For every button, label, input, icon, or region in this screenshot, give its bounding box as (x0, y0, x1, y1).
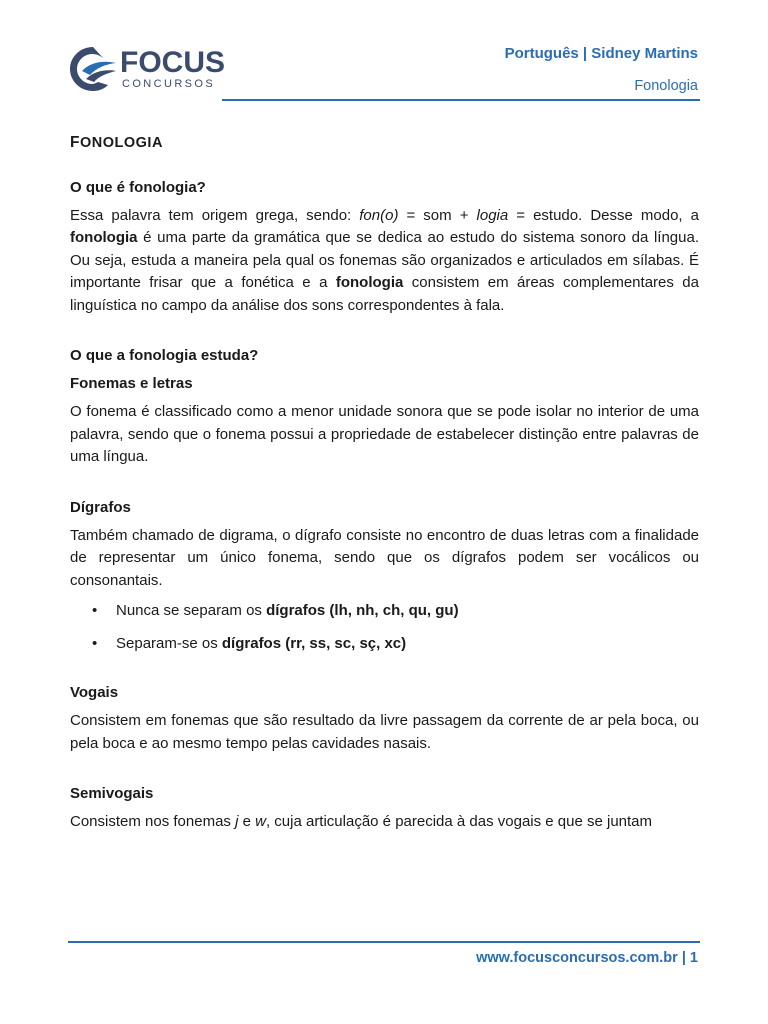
page-title-rest: ONOLOGIA (79, 135, 163, 151)
paragraph-vowels: Consistem em fonemas que são resultado da livre passagem da corrente de ar pela boca, ou pela boca e ao mesmo tempo pelas cavidades nasais. (70, 712, 699, 752)
logo-swoosh-icon (68, 44, 118, 94)
heading-semivowels: Semivogais (70, 785, 154, 802)
header-divider (222, 99, 700, 101)
list-item: • Nunca se separam os dígrafos (lh, nh, ch, qu, gu) (92, 602, 459, 619)
header-subtitle: Fonologia (634, 78, 698, 94)
heading-what-is: O que é fonologia? (70, 178, 206, 196)
page-title (70, 132, 699, 155)
logo-word: FOCUS (120, 46, 225, 79)
page-title-first: F (70, 134, 80, 151)
footer-url-page[interactable]: www.focusconcursos.com.br | 1 (476, 950, 698, 966)
heading-digraphs: Dígrafos (70, 498, 131, 516)
focus-logo (68, 44, 228, 94)
paragraph-digraphs: Também chamado de digrama, o dígrafo consiste no encontro de duas letras com a finalidade de representar um único fonema, sendo que os dígrafos podem ser vocálicos ou consonantais. (70, 526, 699, 589)
list-item: • Separam-se os dígrafos (rr, ss, sc, sç, xc) (92, 635, 407, 652)
logo-subtext: CONCURSOS (122, 78, 216, 90)
footer-divider (68, 941, 700, 943)
subheading-phonemes: Fonemas e letras (70, 375, 193, 392)
digraph-list (70, 600, 699, 655)
document-body (70, 132, 699, 834)
heading-vowels: Vogais (70, 684, 119, 701)
paragraph-what-is: Essa palavra tem origem grega, sendo: fon(o) = som + logia = estudo. Desse modo, a fonologia é uma parte da gramática que se dedica ao estudo do sistema sonoro da língua. Ou seja, estuda a maneira pela qual os fonemas são organizados e articulados em sílabas. É importante frisar que a fonética e a fonologia consistem em áreas complementares da linguística no campo da análise dos sons correspondentes à fala. (70, 206, 699, 314)
heading-what-studies: O que a fonologia estuda? (70, 347, 259, 364)
header-title: Português | Sidney Martins (504, 45, 698, 62)
paragraph-semivowels: Consistem nos fonemas j e w, cuja articulação é parecida à das vogais e que se juntam (70, 813, 653, 830)
paragraph-phonemes: O fonema é classificado como a menor unidade sonora que se pode isolar no interior de uma palavra, sendo que o fonema possui a propriedade de estabelecer distinção entre palavras de uma língua. (70, 403, 699, 465)
